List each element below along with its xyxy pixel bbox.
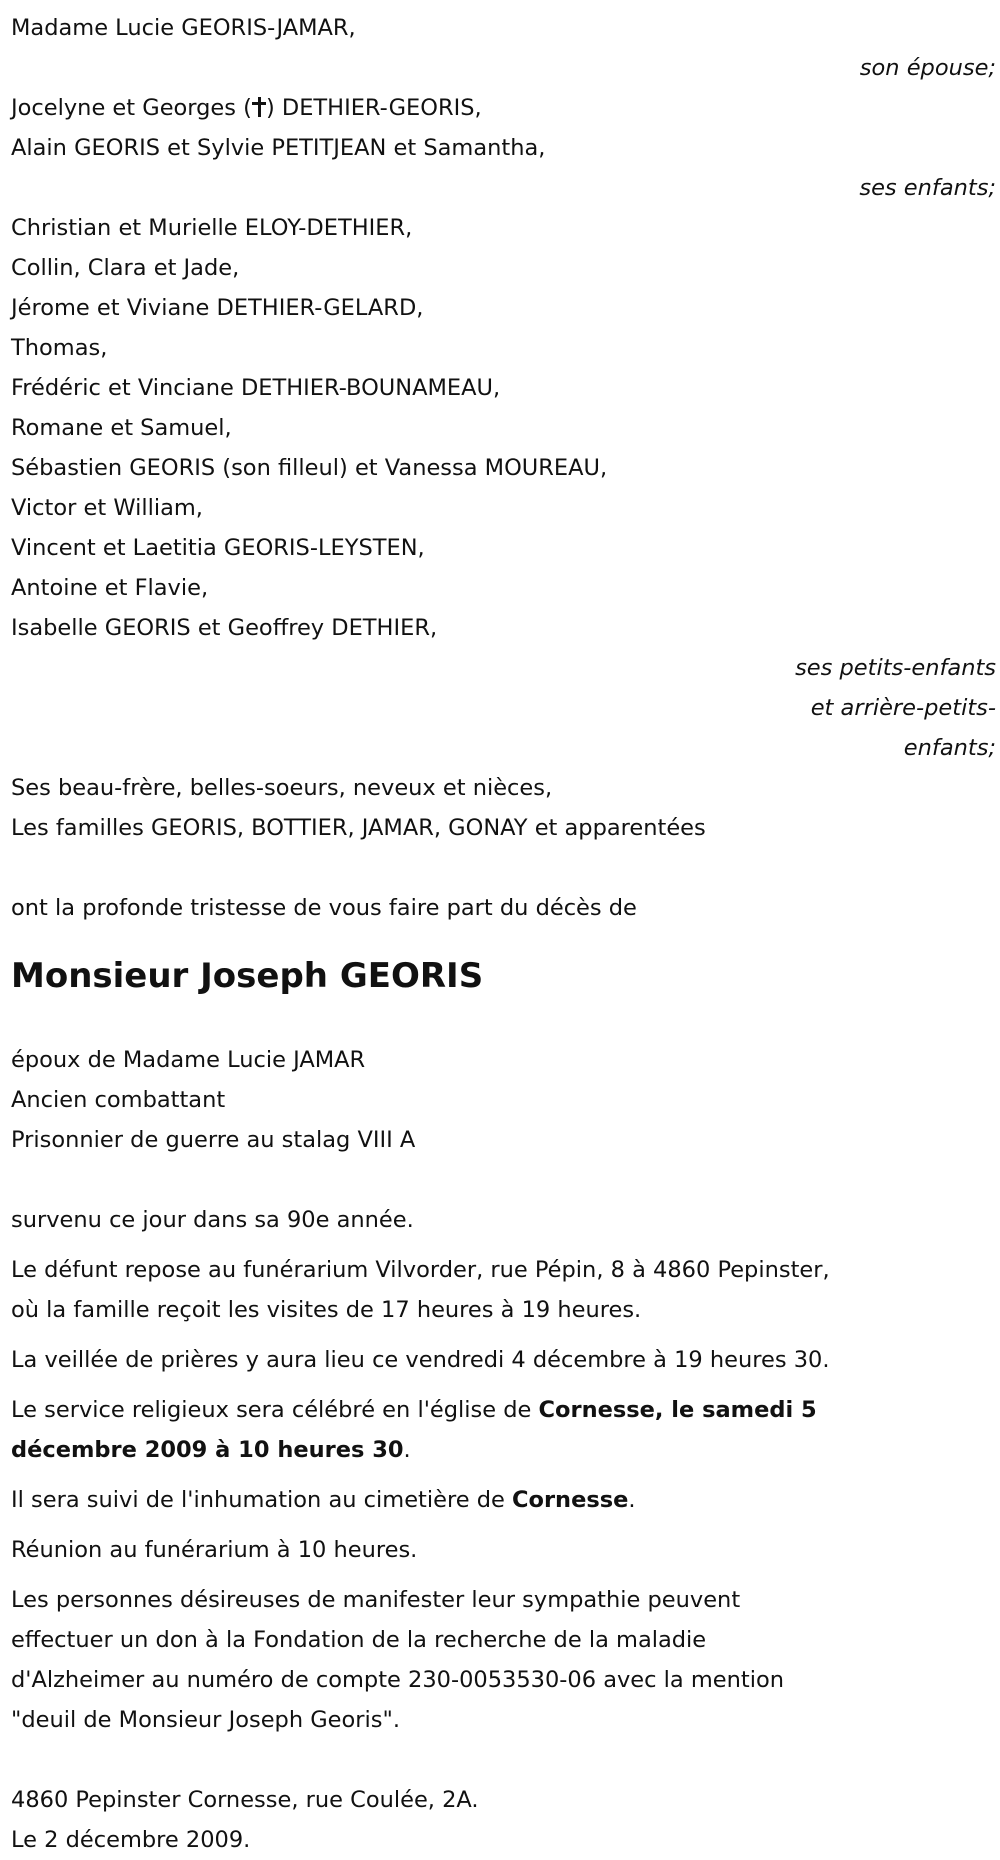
meeting-line: Réunion au funérarium à 10 heures. bbox=[11, 1537, 418, 1563]
burial-line bbox=[11, 1480, 996, 1520]
service-prefix: Le service religieux sera célébré en l'église de bbox=[11, 1397, 539, 1423]
service-paragraph bbox=[11, 1390, 996, 1470]
grandchildren-role-1: ses petits-enfants bbox=[795, 655, 996, 681]
service-line-1 bbox=[11, 1390, 996, 1430]
vigil-line: La veillée de prières y aura lieu ce vendredi 4 décembre à 19 heures 30. bbox=[11, 1347, 830, 1373]
relatives-line-1: Ses beau-frère, belles-soeurs, neveux et nièces, bbox=[11, 775, 553, 801]
burial-suffix: . bbox=[628, 1487, 636, 1513]
child-1-suffix: ) DETHIER-GEORIS, bbox=[265, 95, 482, 121]
donation-line: effectuer un don à la Fondation de la recherche de la maladie bbox=[11, 1627, 707, 1653]
cross-icon bbox=[252, 97, 266, 117]
donation-line: "deuil de Monsieur Joseph Georis". bbox=[11, 1707, 401, 1733]
burial-place: Cornesse bbox=[511, 1487, 629, 1513]
list-item: Vincent et Laetitia GEORIS-LEYSTEN, bbox=[11, 535, 425, 561]
donation-line: Les personnes désireuses de manifester leur sympathie peuvent bbox=[11, 1587, 741, 1613]
list-item: Sébastien GEORIS (son filleul) et Vanessa MOUREAU, bbox=[11, 455, 608, 481]
deceased-detail: Ancien combattant bbox=[11, 1087, 226, 1113]
list-item: Victor et William, bbox=[11, 495, 203, 521]
obituary-document bbox=[11, 8, 996, 1860]
age-line: survenu ce jour dans sa 90e année. bbox=[11, 1207, 414, 1233]
list-item: Jérome et Viviane DETHIER-GELARD, bbox=[11, 295, 424, 321]
burial-prefix: Il sera suivi de l'inhumation au cimetière de bbox=[11, 1487, 512, 1513]
deceased-detail: époux de Madame Lucie JAMAR bbox=[11, 1047, 366, 1073]
child-line-1 bbox=[11, 88, 996, 128]
list-item: Romane et Samuel, bbox=[11, 415, 232, 441]
rest-line: où la famille reçoit les visites de 17 heures à 19 heures. bbox=[11, 1297, 642, 1323]
list-item: Isabelle GEORIS et Geoffrey DETHIER, bbox=[11, 615, 438, 641]
relatives-line-2: Les familles GEORIS, BOTTIER, JAMAR, GONAY et apparentées bbox=[11, 815, 706, 841]
spacer bbox=[11, 1160, 996, 1200]
spacer bbox=[11, 848, 996, 888]
list-item: Christian et Murielle ELOY-DETHIER, bbox=[11, 215, 413, 241]
donation-paragraph bbox=[11, 1580, 996, 1740]
list-item: Thomas, bbox=[11, 335, 108, 361]
rest-line: Le défunt repose au funérarium Vilvorder, rue Pépin, 8 à 4860 Pepinster, bbox=[11, 1257, 830, 1283]
spouse-role: son épouse; bbox=[859, 55, 996, 81]
service-line-2 bbox=[11, 1430, 996, 1470]
child-1-prefix: Jocelyne et Georges ( bbox=[11, 95, 252, 121]
closing-address: 4860 Pepinster Cornesse, rue Coulée, 2A. bbox=[11, 1787, 479, 1813]
deceased-detail: Prisonnier de guerre au stalag VIII A bbox=[11, 1127, 416, 1153]
service-place: Cornesse, le samedi 5 bbox=[538, 1397, 817, 1423]
list-item: Collin, Clara et Jade, bbox=[11, 255, 240, 281]
spacer bbox=[11, 1740, 996, 1780]
service-date: décembre 2009 à 10 heures 30 bbox=[11, 1437, 404, 1463]
grandchildren-role-3: enfants; bbox=[903, 735, 996, 761]
list-item: Antoine et Flavie, bbox=[11, 575, 209, 601]
deceased-name: Monsieur Joseph GEORIS bbox=[11, 956, 484, 996]
child-line-2: Alain GEORIS et Sylvie PETITJEAN et Samantha, bbox=[11, 135, 546, 161]
donation-line: d'Alzheimer au numéro de compte 230-0053530-06 avec la mention bbox=[11, 1667, 784, 1693]
closing-date: Le 2 décembre 2009. bbox=[11, 1827, 251, 1853]
children-role: ses enfants; bbox=[859, 175, 996, 201]
rest-paragraph bbox=[11, 1250, 996, 1330]
service-suffix: . bbox=[403, 1437, 411, 1463]
announcement: ont la profonde tristesse de vous faire part du décès de bbox=[11, 895, 637, 921]
spouse-name: Madame Lucie GEORIS-JAMAR, bbox=[11, 15, 356, 41]
grandchildren-role-2: et arrière-petits- bbox=[810, 695, 996, 721]
grandchildren-list bbox=[11, 208, 996, 648]
list-item: Frédéric et Vinciane DETHIER-BOUNAMEAU, bbox=[11, 375, 501, 401]
